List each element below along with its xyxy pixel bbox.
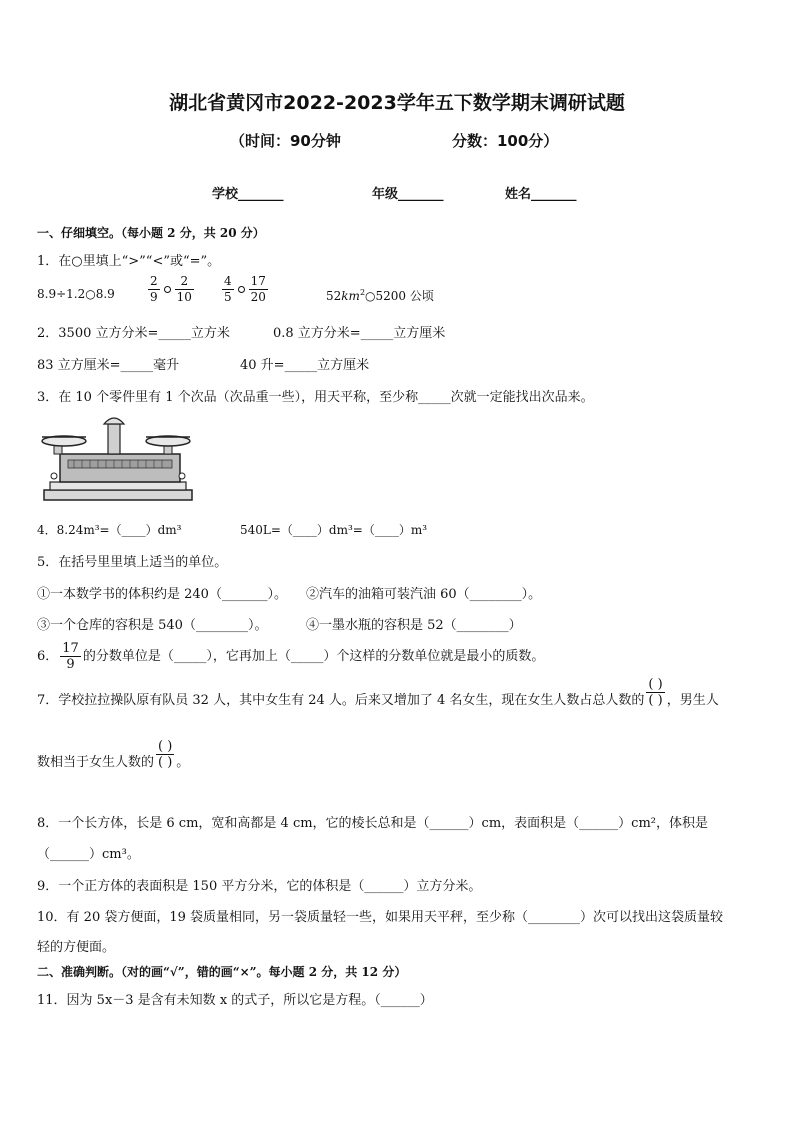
grade-field[interactable]: 年级_______ [372, 187, 444, 202]
question-8: 8．一个长方体，长是 6 cm，宽和高都是 4 cm，它的棱长总和是（______）cm，表面积是（______）cm²，体积是 [37, 816, 708, 831]
question-3: 3．在 10 个零件里有 1 个次品（次品重一些），用天平称，至少称_____次就一定能找出次品来。 [37, 390, 594, 405]
q2-item-b: 0.8 立方分米=_____立方厘米 [273, 326, 446, 341]
q5-item-3: ③一个仓库的容积是 540（________）。 [37, 618, 268, 633]
question-5: 5．在括号里里填上适当的单位。 [37, 555, 228, 570]
question-10: 10．有 20 袋方便面，19 袋质量相同，另一袋质量轻一些，如果用天平秤，至少称（________）次可以找出这袋质量较 [37, 910, 724, 925]
q1-item-a: 8.9÷1.2○8.9 [37, 287, 115, 301]
q5-item-2: ②汽车的油箱可装汽油 60（________）。 [306, 587, 542, 602]
name-field[interactable]: 姓名_______ [505, 187, 577, 202]
balance-scale-icon [38, 410, 198, 504]
q2-item-a: 2．3500 立方分米=_____立方米 [37, 326, 230, 341]
question-8-line2: （______）cm³。 [37, 847, 140, 862]
q2-item-d: 40 升=_____立方厘米 [240, 358, 370, 373]
q1-item-c: $\frac{4}{5}$ $\frac{17}{20}$ [224, 274, 266, 304]
section-1-heading: 一、仔细填空。（每小题 2 分，共 20 分） [37, 226, 265, 240]
question-10-line2: 轻的方便面。 [37, 940, 116, 955]
question-6: 6． $\frac{17}{9}$ 的分数单位是（_____），它再加上（_____）个这样的分数单位就是最小的质数。 [37, 641, 545, 672]
q4-item-a: 4．8.24m³=（____）dm³ [37, 523, 182, 537]
q1-item-b: $\frac{2}{9}$ $\frac{2}{10}$ [150, 274, 192, 304]
question-1: 1．在○里填上“>”“<”或“=”。 [37, 254, 221, 269]
q1-item-d: $52km^2○5200$ 公顷 [326, 288, 434, 303]
school-field[interactable]: 学校_______ [212, 187, 284, 202]
question-9: 9．一个正方体的表面积是 150 平方分米，它的体积是（______）立方分米。 [37, 879, 482, 894]
q5-item-1: ①一本数学书的体积约是 240（_______）。 [37, 587, 287, 602]
section-2-heading: 二、准确判断。（对的画“√”，错的画“×”。每小题 2 分，共 12 分） [37, 965, 407, 979]
question-11: 11．因为 5x－3 是含有未知数 x 的式子，所以它是方程。（______） [37, 993, 433, 1008]
exam-time: （时间：90分钟 [230, 132, 341, 150]
question-7-line2: 数相当于女生人数的 $\frac{( )}{( )}$ 。 [37, 739, 190, 770]
question-7: 7．学校拉拉操队原有队员 32 人，其中女生有 24 人。后来又增加了 4 名女生，现在女生人数占总人数的 $\frac{( )}{( )}$ ，男生人 [37, 677, 719, 708]
page-title: 湖北省黄冈市2022-2023学年五下数学期末调研试题 [169, 92, 625, 114]
q5-item-4: ④一墨水瓶的容积是 52（________） [306, 618, 522, 633]
exam-score: 分数：100分） [452, 132, 559, 150]
q2-item-c: 83 立方厘米=_____毫升 [37, 358, 180, 373]
q4-item-b: 540L=（____）dm³=（____）m³ [240, 523, 428, 537]
